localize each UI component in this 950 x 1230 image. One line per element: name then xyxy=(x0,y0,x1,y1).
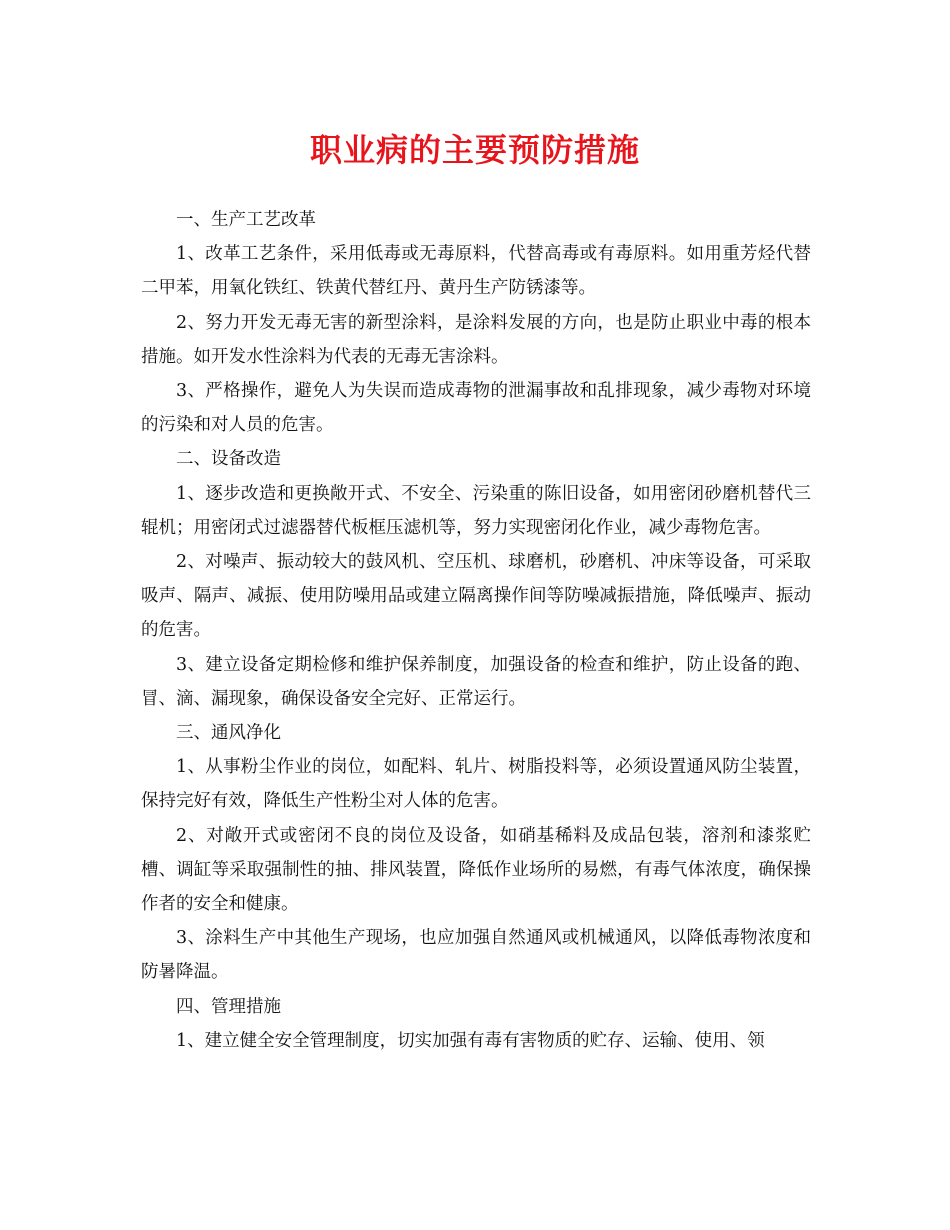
paragraph: 3、涂料生产中其他生产现场，也应加强自然通风或机械通风，以降低毒物浓度和防暑降温。 xyxy=(141,928,811,983)
paragraph: 1、改革工艺条件，采用低毒或无毒原料，代替高毒或有毒原料。如用重芳烃代替二甲苯，用氧化铁红、铁黄代替红丹、黄丹生产防锈漆等。 xyxy=(141,244,811,299)
paragraph: 1、逐步改造和更换敞开式、不安全、污染重的陈旧设备，如用密闭砂磨机替代三辊机；用密闭式过滤器替代板框压滤机等，努力实现密闭化作业，减少毒物危害。 xyxy=(141,483,811,538)
paragraph: 3、建立设备定期检修和维护保养制度，加强设备的检查和维护，防止设备的跑、冒、滴、漏现象，确保设备安全完好、正常运行。 xyxy=(141,654,811,709)
paragraph: 2、对敞开式或密闭不良的岗位及设备，如硝基稀料及成品包装，溶剂和漆浆贮槽、调缸等采取强制性的抽、排风装置，降低作业场所的易燃，有毒气体浓度，确保操作者的安全和健康。 xyxy=(141,825,811,915)
paragraph: 1、建立健全安全管理制度，切实加强有毒有害物质的贮存、运输、使用、领 xyxy=(176,1030,765,1051)
document-body xyxy=(141,203,811,1058)
paragraph: 2、努力开发无毒无害的新型涂料，是涂料发展的方向，也是防止职业中毒的根本措施。如开发水性涂料为代表的无毒无害涂料。 xyxy=(141,312,811,367)
paragraph: 3、严格操作，避免人为失误而造成毒物的泄漏事故和乱排现象，减少毒物对环境的污染和对人员的危害。 xyxy=(141,381,811,436)
section-heading-4: 四、管理措施 xyxy=(176,996,281,1017)
section-heading-1: 一、生产工艺改革 xyxy=(176,210,316,230)
paragraph: 1、从事粉尘作业的岗位，如配料、轧片、树脂投料等，必须设置通风防尘装置，保持完好有效，降低生产性粉尘对人体的危害。 xyxy=(141,757,811,812)
section-heading-2: 二、设备改造 xyxy=(176,449,281,470)
paragraph: 2、对噪声、振动较大的鼓风机、空压机、球磨机，砂磨机、冲床等设备，可采取吸声、隔声、减振、使用防噪用品或建立隔离操作间等防噪减振措施，降低噪声、振动的危害。 xyxy=(141,552,811,641)
section-heading-3: 三、通风净化 xyxy=(176,723,281,744)
document-title: 职业病的主要预防措施 xyxy=(309,131,640,169)
